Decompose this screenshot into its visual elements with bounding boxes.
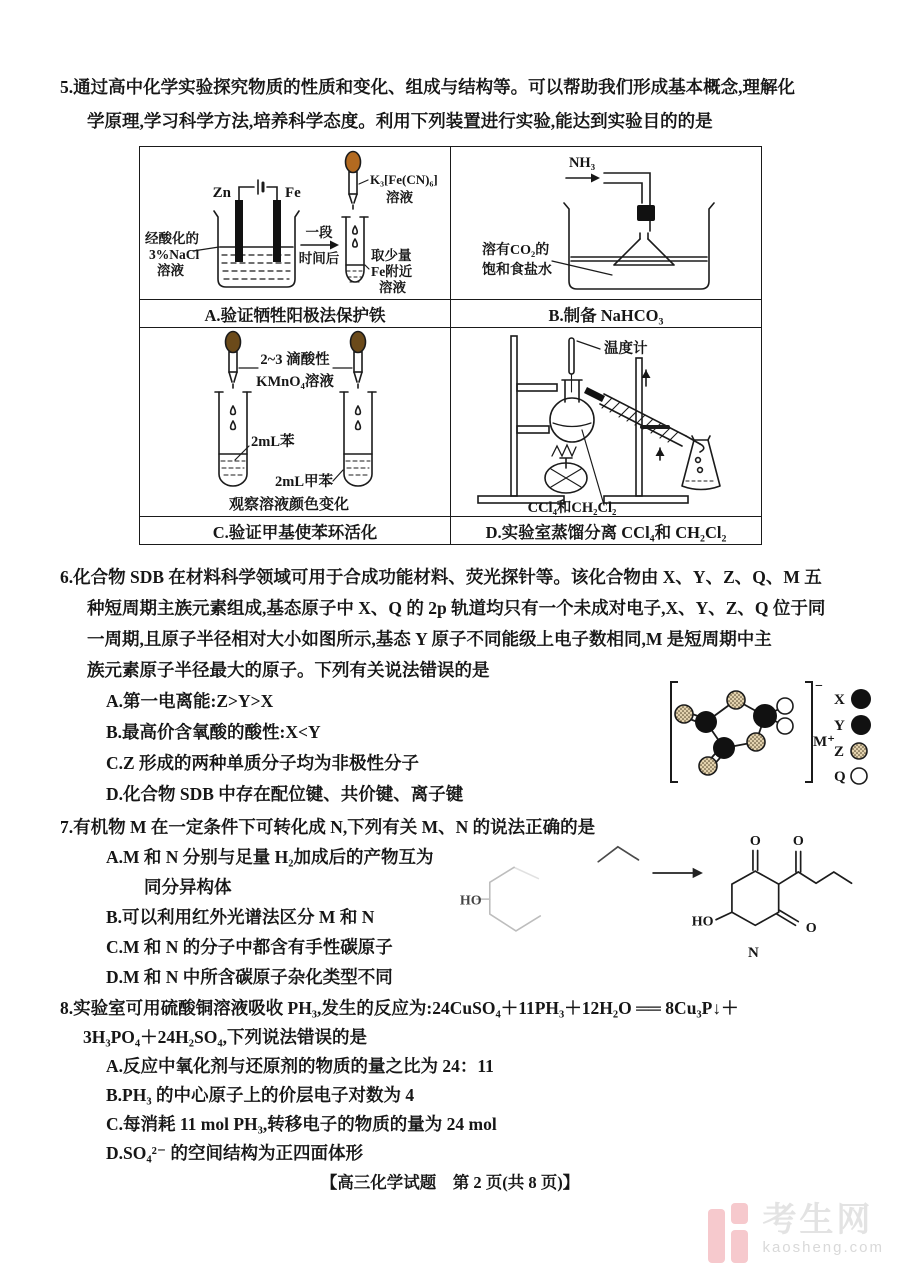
watermark-domain: kaosheng.com	[762, 1239, 884, 1256]
experiment-c-cell	[140, 328, 451, 517]
q7-option-a: A.M 和 N 分别与足量 H₂加成后的产物互为	[106, 847, 434, 867]
watermark-text	[762, 1203, 884, 1256]
question-7	[60, 812, 888, 992]
n-o-right-label: O	[805, 920, 817, 936]
experiment-b-cell	[451, 147, 762, 300]
cation-label: M⁺	[813, 734, 836, 750]
q8-option-b: B.PH₃ 的中心原子上的价层电子对数为 4	[106, 1085, 415, 1105]
diagram-d-apparatus	[454, 328, 759, 516]
m-ho-label: HO	[459, 893, 482, 909]
q6-option-b: B.最高价含氧酸的酸性:X<Y	[106, 722, 321, 742]
fe-label: Fe	[284, 185, 301, 201]
toluene-label: 2mL甲苯	[274, 474, 333, 490]
after-label-2: 时间后	[298, 251, 339, 266]
q8-option-a: A.反应中氧化剂与还原剂的物质的量之比为 24：11	[106, 1056, 494, 1076]
diagram-c-apparatus	[143, 328, 448, 516]
q8-option-c: C.每消耗 11 mol PH₃,转移电子的物质的量为 24 mol	[106, 1114, 497, 1134]
nacl-label-2: 3%NaCl	[148, 247, 199, 262]
sample-label-1: 取少量	[370, 248, 411, 263]
n-o-top-label: O	[749, 833, 761, 849]
q6-option-a: A.第一电离能:Z>Y>X	[106, 691, 274, 711]
kaosheng-logo-icon	[708, 1203, 752, 1265]
sample-label-3: 溶液	[378, 280, 406, 295]
q7-option-c: C.M 和 N 的分子中都含有手性碳原子	[106, 937, 393, 957]
q6-line-1: 6.化合物 SDB 在材料科学领域可用于合成功能材料、荧光探针等。该化合物由 X、Y、Z、Q、M 五	[60, 567, 822, 587]
watermark	[708, 1203, 884, 1265]
question-6	[60, 562, 888, 810]
benzene-label: 2mL苯	[250, 434, 294, 450]
q7-option-d: D.M 和 N 中所含碳原子杂化类型不同	[106, 967, 393, 987]
question-5	[60, 70, 880, 138]
diagram-a-apparatus	[143, 147, 448, 299]
question-8	[60, 994, 888, 1168]
thermometer-label: 温度计	[603, 341, 647, 357]
kmno4-label-2: KMnO₄溶液	[255, 374, 334, 390]
after-label-1: 一段	[305, 225, 332, 240]
experiment-a-cell	[140, 147, 451, 300]
q7-reaction-figure	[458, 826, 860, 981]
q6-option-d: D.化合物 SDB 中存在配位键、共价键、离子键	[106, 784, 464, 804]
watermark-site-name: 考生网	[762, 1202, 874, 1239]
reagent-label-2: 溶液	[385, 190, 413, 205]
n-ho-label: HO	[691, 914, 714, 930]
legend-z-label: Z	[834, 744, 845, 760]
brine-label-2: 饱和食盐水	[481, 263, 552, 278]
q5-line-1: 5.通过高中化学实验探究物质的性质和变化、组成与结构等。可以帮助我们形成基本概念,理解化	[60, 77, 795, 97]
mixture-label: CCl₄和CH₂Cl₂	[527, 500, 616, 516]
experiment-d-cell	[451, 328, 762, 517]
caption-b: B.制备 NaHCO₃	[451, 300, 762, 328]
q5-line-2: 学原理,学习科学方法,培养科学态度。利用下列装置进行实验,能达到实验目的的是	[87, 111, 713, 131]
sample-label-2: Fe附近	[370, 264, 412, 279]
kmno4-label-1: 2~3 滴酸性	[259, 352, 330, 368]
page-footer: 【高三化学试题 第 2 页(共 8 页)】	[320, 1173, 580, 1192]
q7-option-b: B.可以利用红外光谱法区分 M 和 N	[106, 907, 375, 927]
q6-line-2: 种短周期主族元素组成,基态原子中 X、Q 的 2p 轨道均只有一个未成对电子,X、Y、Z、Q 位于同	[87, 598, 826, 618]
reaction-scheme	[458, 826, 860, 976]
n-o-side-label: O	[792, 833, 804, 849]
q8-line-1: 8.实验室可用硫酸铜溶液吸收 PH₃,发生的反应为:24CuSO₄＋11PH₃＋12H₂O ══ 8Cu₃P↓＋	[60, 998, 739, 1018]
brine-label-1: 溶有CO₂的	[481, 243, 549, 258]
reagent-label-1: K₃[Fe(CN)₆]	[369, 172, 438, 187]
n-label: N	[748, 945, 759, 962]
observe-label: 观察溶液颜色变化	[228, 497, 349, 513]
zn-label: Zn	[212, 185, 231, 201]
q8-line-2: 3H₃PO₄＋24H₂SO₄,下列说法错误的是	[83, 1027, 367, 1047]
nh3-label: NH₃	[568, 155, 595, 171]
caption-d: D.实验室蒸馏分离 CCl₄和 CH₂Cl₂	[451, 517, 762, 545]
q7-option-a-cont: 同分异构体	[144, 877, 232, 897]
diagram-b-apparatus	[454, 147, 759, 299]
q8-option-d: D.SO₄²⁻ 的空间结构为正四面体形	[106, 1143, 363, 1163]
legend-q-label: Q	[834, 769, 846, 785]
caption-a: A.验证牺牲阳极法保护铁	[140, 300, 451, 328]
caption-c: C.验证甲基使苯环活化	[140, 517, 451, 545]
legend-x-label: X	[834, 692, 845, 708]
experiment-table	[139, 146, 762, 545]
molecule-diagram	[664, 676, 878, 788]
q6-option-c: C.Z 形成的两种单质分子均为非极性分子	[106, 753, 420, 773]
q6-line-4: 族元素原子半径最大的原子。下列有关说法错误的是	[87, 660, 490, 680]
legend-y-label: Y	[834, 718, 845, 734]
anion-charge: −	[815, 679, 823, 694]
q6-line-3: 一周期,且原子半径相对大小如图所示,基态 Y 原子不同能级上电子数相同,M 是短周期中主	[87, 629, 772, 649]
q6-molecule-figure	[664, 676, 878, 793]
q7-stem: 7.有机物 M 在一定条件下可转化成 N,下列有关 M、N 的说法正确的是	[60, 817, 596, 837]
nacl-label-1: 经酸化的	[144, 231, 199, 246]
nacl-label-3: 溶液	[156, 263, 184, 278]
